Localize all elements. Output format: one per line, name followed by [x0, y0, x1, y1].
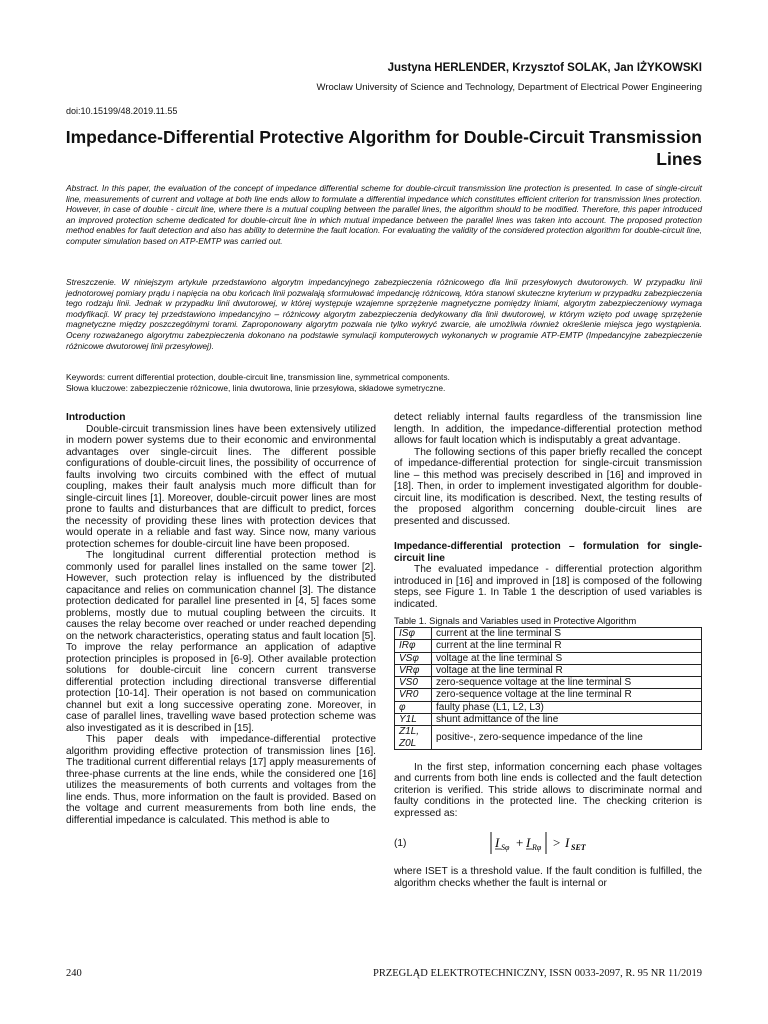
- paragraph: Double-circuit transmission lines have been extensively utilized in modern power systems due to their economic and environmental advantages over single-circuit lines. The different possible configurations of double-circuit lines, the possibility of occurrence of faults involving two circuits combined with the effect of mutual coupling, makes their fault analysis much more difficult than for single-circuit lines [1]. Moreover, double-circuit power lines are most prone to faults and disturbances that are difficult to predict, forces the necessity of providing these lines with protection devices that would operate in a reliable and fast way. Since now, many various protection schemes for double-circuit line have been proposed.: [66, 423, 376, 550]
- svg-text:SET: SET: [571, 843, 586, 853]
- paragraph: The longitudinal current differential protection method is commonly used for parallel lines installed on the same tower [2]. However, such protection relay is influenced by the distributed capacitance and relies on communication channel [3]. The distance protection dedicated for parallel line presented in [4, 5] faces some problems, mostly due to mutual coupling between the circuits. It causes the relay become over reached or under reached depending on the network characteristics, operating status and fault location [5]. To improve the relay performance an application of adaptive protection principles is proposed in [6-9]. Other available protection solutions for double-circuit line concern current transverse differential protection including directional transverse differential protection [10-14]. Their operation is not based on communication channel but exit a long successive operating zone. Moreover, in case of parallel lines, travelling wave based protection scheme was also investigated as it is described in [15].: [66, 550, 376, 734]
- table-description: voltage at the line terminal S: [432, 652, 702, 664]
- paragraph: The evaluated impedance - differential protection algorithm introduced in [16] and improved in [18] is composed of the following steps, see Figure 1. In Table 1 the description of used variables is indicated.: [394, 564, 702, 610]
- right-column: [394, 412, 702, 889]
- table-symbol: IRφ: [395, 640, 432, 652]
- abstract-pl-text: W niniejszym artykule przedstawiono algorytm impedancyjnego zabezpieczenia różnicowego dla linii przesyłowych dwutorowych. W przypadku linii jednotorowej pomiary prądu i napięcia na obu końcach linii pozwalają sformułować impedancję różnicową, która stanowi skuteczne kryterium w przypadku zabezpieczenia tego rodzaju linii. Jednak w przypadku linii dwutorowej, w której występuje wzajemne sprzężenie magnetyczne pomiędzy liniami, algorytm zabezpieczeniowy wymaga modyfikacji. W pracy tej przedstawiono impedancyjno – różnicowy algorytm zabezpieczenia dedykowany dla linii dwutorowej, w którym wzięto pod uwagę sprzężenie magnetyczne między poszczególnymi torami. Zaproponowany algorytm pozwala nie tylko wykryć zwarcie, ale umożliwia również określenie miejsca jego wystąpienia. Oceny rozważanego algorytmu zabezpieczenia dokonano na podstawie symulacji komputerowych wykonanych w programie ATP-EMTP (Impedancyjne zabezpieczenie różnicowe dwutorowej linii przesyłowej).: [66, 277, 703, 351]
- table-row: [395, 714, 702, 726]
- table-symbol: Z1L, Z0L: [395, 726, 432, 750]
- table-row: [395, 701, 702, 713]
- table-row: [395, 689, 702, 701]
- table-caption: Table 1. Signals and Variables used in Protective Algorithm: [394, 616, 637, 626]
- signals-table: [394, 627, 702, 750]
- svg-text:>: >: [553, 835, 561, 851]
- keywords: Keywords: current differential protection, double-circuit line, transmission line, symmetrical components.: [66, 372, 450, 382]
- table-symbol: VSφ: [395, 652, 432, 664]
- abstract-pl-label: Streszczenie.: [66, 277, 117, 287]
- journal-footer: PRZEGLĄD ELEKTROTECHNICZNY, ISSN 0033-2097, R. 95 NR 11/2019: [372, 968, 702, 979]
- affiliation: Wroclaw University of Science and Technology, Department of Electrical Power Engineering: [316, 82, 702, 93]
- table-row: [395, 677, 702, 689]
- table-description: shunt admittance of the line: [432, 714, 702, 726]
- equation-1: [394, 826, 702, 860]
- abstract-polish: [66, 277, 702, 351]
- page-number: 240: [66, 968, 82, 979]
- table-description: faulty phase (L1, L2, L3): [432, 701, 702, 713]
- svg-text:I: I: [526, 835, 531, 851]
- abstract: [66, 183, 702, 247]
- table-symbol: φ: [395, 701, 432, 713]
- table-symbol: VRφ: [395, 664, 432, 676]
- paragraph: This paper deals with impedance-differential protective algorithm providing effective protection of transmission lines [16]. The traditional current differential relays [17] apply measurements of three-phase currents at the line ends, while the considered one [16] utilizes the measurements of both currents and voltages from the line ends. Thus, more information on the fault is provided. Based on the voltage and current measurements from both line ends, the differential impedance is calculated. This method is able to: [66, 734, 376, 826]
- equation-number: (1): [394, 837, 407, 849]
- table-row: [395, 726, 702, 750]
- table-description: zero-sequence voltage at the line terminal S: [432, 677, 702, 689]
- paper-title: Impedance-Differential Protective Algorithm for Double-Circuit Transmission Lines: [65, 127, 702, 169]
- intro-heading: Introduction: [66, 412, 126, 423]
- svg-text:Rφ: Rφ: [532, 843, 542, 853]
- svg-text:Sφ: Sφ: [501, 843, 510, 853]
- table-description: current at the line terminal S: [432, 628, 702, 640]
- paragraph: where ISET is a threshold value. If the fault condition is fulfilled, the algorithm checks whether the fault is internal or: [394, 866, 702, 889]
- table-description: positive-, zero-sequence impedance of the line: [432, 726, 702, 750]
- svg-text:+: +: [516, 835, 524, 851]
- svg-text:I: I: [495, 835, 500, 851]
- doi: doi:10.15199/48.2019.11.55: [66, 106, 178, 116]
- table-description: current at the line terminal R: [432, 640, 702, 652]
- table-row: [395, 664, 702, 676]
- keywords-polish: Słowa kluczowe: zabezpieczenie różnicowe, linia dwutorowa, linie przesyłowa, składowe symetryczne.: [66, 383, 446, 393]
- section-heading: Impedance-differential protection – formulation for single-circuit line: [394, 541, 702, 564]
- authors: Justyna HERLENDER, Krzysztof SOLAK, Jan IŻYKOWSKI: [387, 62, 702, 74]
- paragraph: In the first step, information concerning each phase voltages and currents from both line ends is collected and the fault detection criterion is verified. This stride allows to discriminate normal and faulty conditions in the protected line. The checking criterion is expressed as:: [394, 761, 702, 819]
- table-description: voltage at the line terminal R: [432, 664, 702, 676]
- table-description: zero-sequence voltage at the line terminal R: [432, 689, 702, 701]
- paragraph: detect reliably internal faults regardless of the transmission line length. In addition, the impedance-differential protection method allows for fault location which is indisputably a great advantage.: [394, 412, 702, 446]
- table-row: [395, 628, 702, 640]
- equation-formula: [489, 828, 609, 858]
- table-row: [395, 640, 702, 652]
- table-symbol: VS0: [395, 677, 432, 689]
- table-row: [395, 652, 702, 664]
- table-symbol: Y1L: [395, 714, 432, 726]
- abstract-label: Abstract.: [66, 183, 100, 193]
- left-column: [66, 412, 376, 826]
- table-symbol: ISφ: [395, 628, 432, 640]
- paragraph: The following sections of this paper briefly recalled the concept of impedance-differential protection for single-circuit transmission line – this method was precisely described in [16] and improved in [18]. Then, in order to implement investigated algorithm for double-circuit line, its modification is described. Next, the testing results of the proposed algorithm concerning double-circuit lines are presented and discussed.: [394, 446, 702, 527]
- table-symbol: VR0: [395, 689, 432, 701]
- abstract-text: In this paper, the evaluation of the concept of impedance differential scheme for double-circuit transmission line protection is presented. In case of single-circuit line, measurements of current and voltage at both line ends allow to formulate a differential impedance which constitutes efficient criterion for transmission lines protection. However, in case of double - circuit line, where there is a mutual coupling between the parallel lines, the algorithm should to be modified. Therefore, this paper introduced an improved protection scheme dedicated for double-circuit line in which mutual impedance between the parallel lines was taken into account. The proposed protection method enables for fault detection and also has ability to determine the fault location. For evaluating the validity of the considered protection algorithm for double-circuit line, computer simulation based on ATP-EMTP was carried out.: [66, 183, 702, 246]
- svg-text:I: I: [565, 835, 570, 851]
